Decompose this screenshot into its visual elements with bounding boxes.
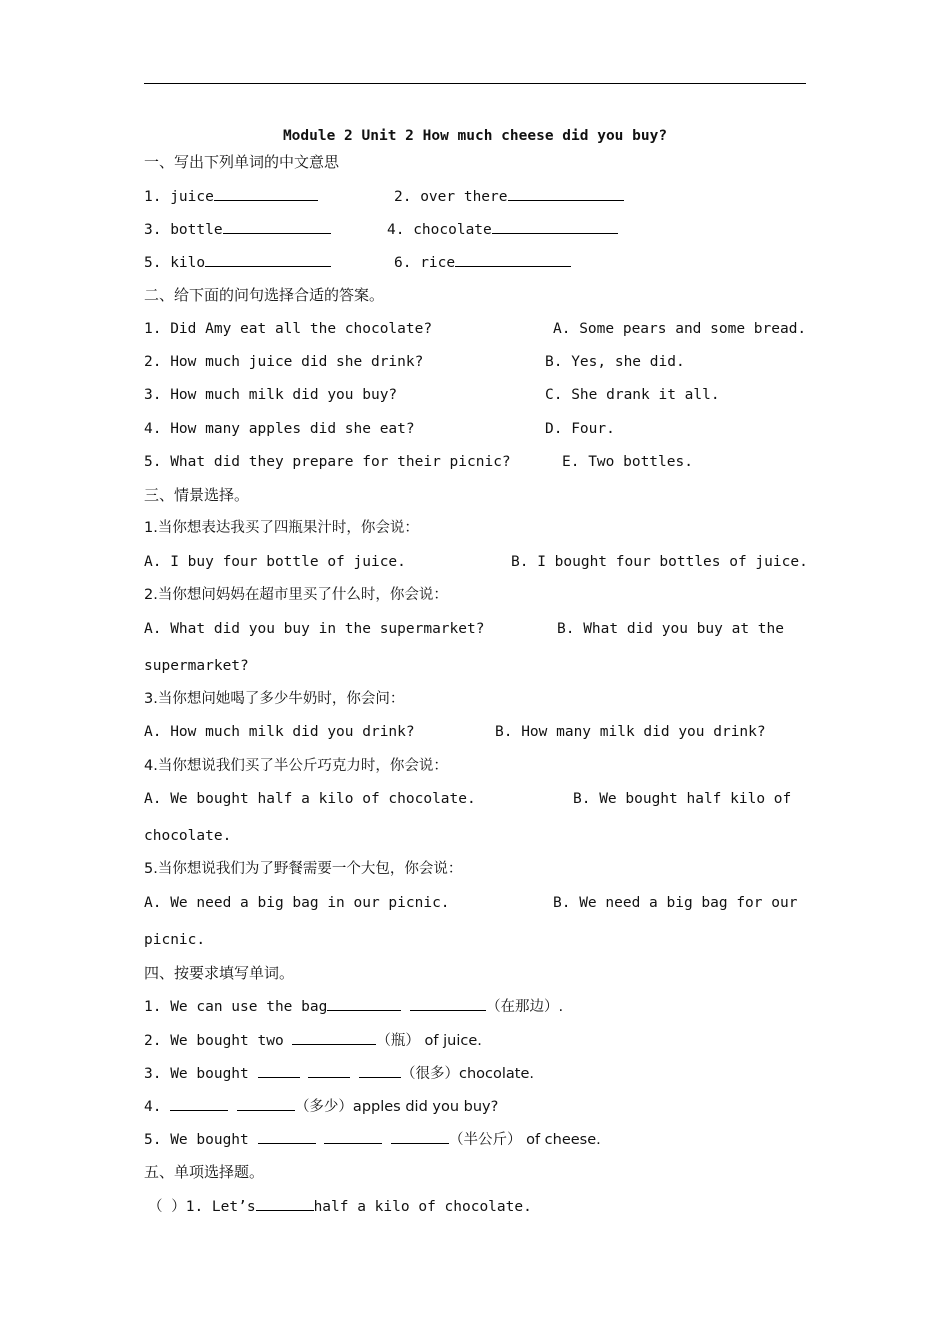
option-b-continued: supermarket? [144, 658, 249, 674]
vocab-item: 3. bottle [144, 219, 331, 240]
answer-blank[interactable] [223, 219, 331, 234]
answer-blank[interactable] [170, 1096, 228, 1111]
match-question: 3. How much milk did you buy? [144, 387, 398, 403]
option-a: A. We bought half a kilo of chocolate. [144, 791, 476, 807]
section-2-heading: 二、给下面的问句选择合适的答案。 [144, 286, 385, 304]
option-a: A. We need a big bag in our picnic. [144, 895, 450, 911]
answer-blank[interactable] [327, 996, 401, 1011]
answer-blank[interactable] [205, 252, 331, 267]
section-5-heading: 五、单项选择题。 [144, 1163, 265, 1181]
answer-blank[interactable] [258, 1063, 300, 1078]
answer-blank[interactable] [214, 186, 318, 201]
vocab-item: 2. over there [394, 186, 624, 207]
vocab-item: 1. juice [144, 186, 318, 207]
fill-in-line: 1. We can use the bag （在那边）. [144, 996, 563, 1017]
fill-in-line: 4. （多少）apples did you buy? [144, 1096, 498, 1117]
answer-blank[interactable] [359, 1063, 401, 1078]
answer-blank[interactable] [256, 1196, 314, 1211]
option-b: B. We need a big bag for our [553, 895, 798, 911]
answer-blank[interactable] [324, 1129, 382, 1144]
scenario-question: 3.当你想问她喝了多少牛奶时，你会问： [144, 691, 405, 707]
match-answer: D. Four. [545, 421, 615, 437]
fill-in-line: 5. We bought （半公斤） of cheese. [144, 1129, 601, 1150]
match-answer: A. Some pears and some bread. [553, 321, 807, 337]
scenario-question: 2.当你想问妈妈在超市里买了什么时，你会说： [144, 587, 448, 603]
option-b-continued: chocolate. [144, 828, 232, 844]
vocab-item: 4. chocolate [387, 219, 618, 240]
answer-blank[interactable] [492, 219, 618, 234]
answer-blank[interactable] [508, 186, 624, 201]
match-question: 4. How many apples did she eat? [144, 421, 415, 437]
answer-blank[interactable] [308, 1063, 350, 1078]
vocab-item: 6. rice [394, 252, 571, 273]
answer-blank[interactable] [258, 1129, 316, 1144]
match-question: 2. How much juice did she drink? [144, 354, 424, 370]
fill-in-line: 3. We bought （很多）chocolate. [144, 1063, 534, 1084]
option-b-continued: picnic. [144, 932, 206, 948]
match-answer: C. She drank it all. [545, 387, 720, 403]
option-a: A. What did you buy in the supermarket? [144, 621, 485, 637]
answer-blank[interactable] [455, 252, 571, 267]
scenario-question: 1.当你想表达我买了四瓶果汁时，你会说： [144, 520, 419, 536]
mc-question: （ ）1. Let’s half a kilo of chocolate. [148, 1196, 532, 1217]
page-title: Module 2 Unit 2 How much cheese did you buy? [282, 128, 668, 144]
fill-in-line: 2. We bought two （瓶） of juice. [144, 1030, 482, 1051]
option-b: B. I bought four bottles of juice. [511, 554, 808, 570]
option-a: A. I buy four bottle of juice. [144, 554, 406, 570]
section-1-heading: 一、写出下列单词的中文意思 [144, 153, 340, 171]
scenario-question: 4.当你想说我们买了半公斤巧克力时，你会说： [144, 758, 448, 774]
option-a: A. How much milk did you drink? [144, 724, 415, 740]
option-b: B. What did you buy at the [557, 621, 784, 637]
answer-blank[interactable] [410, 996, 486, 1011]
match-question: 1. Did Amy eat all the chocolate? [144, 321, 433, 337]
option-b: B. How many milk did you drink? [495, 724, 766, 740]
match-answer: E. Two bottles. [562, 454, 693, 470]
match-answer: B. Yes, she did. [545, 354, 685, 370]
answer-blank[interactable] [292, 1030, 376, 1045]
answer-blank[interactable] [391, 1129, 449, 1144]
section-3-heading: 三、情景选择。 [144, 486, 250, 504]
answer-blank[interactable] [237, 1096, 295, 1111]
match-question: 5. What did they prepare for their picnic? [144, 454, 511, 470]
vocab-item: 5. kilo [144, 252, 331, 273]
header-rule [144, 83, 806, 84]
section-4-heading: 四、按要求填写单词。 [144, 964, 295, 982]
option-b: B. We bought half kilo of [573, 791, 792, 807]
scenario-question: 5.当你想说我们为了野餐需要一个大包，你会说： [144, 861, 463, 877]
